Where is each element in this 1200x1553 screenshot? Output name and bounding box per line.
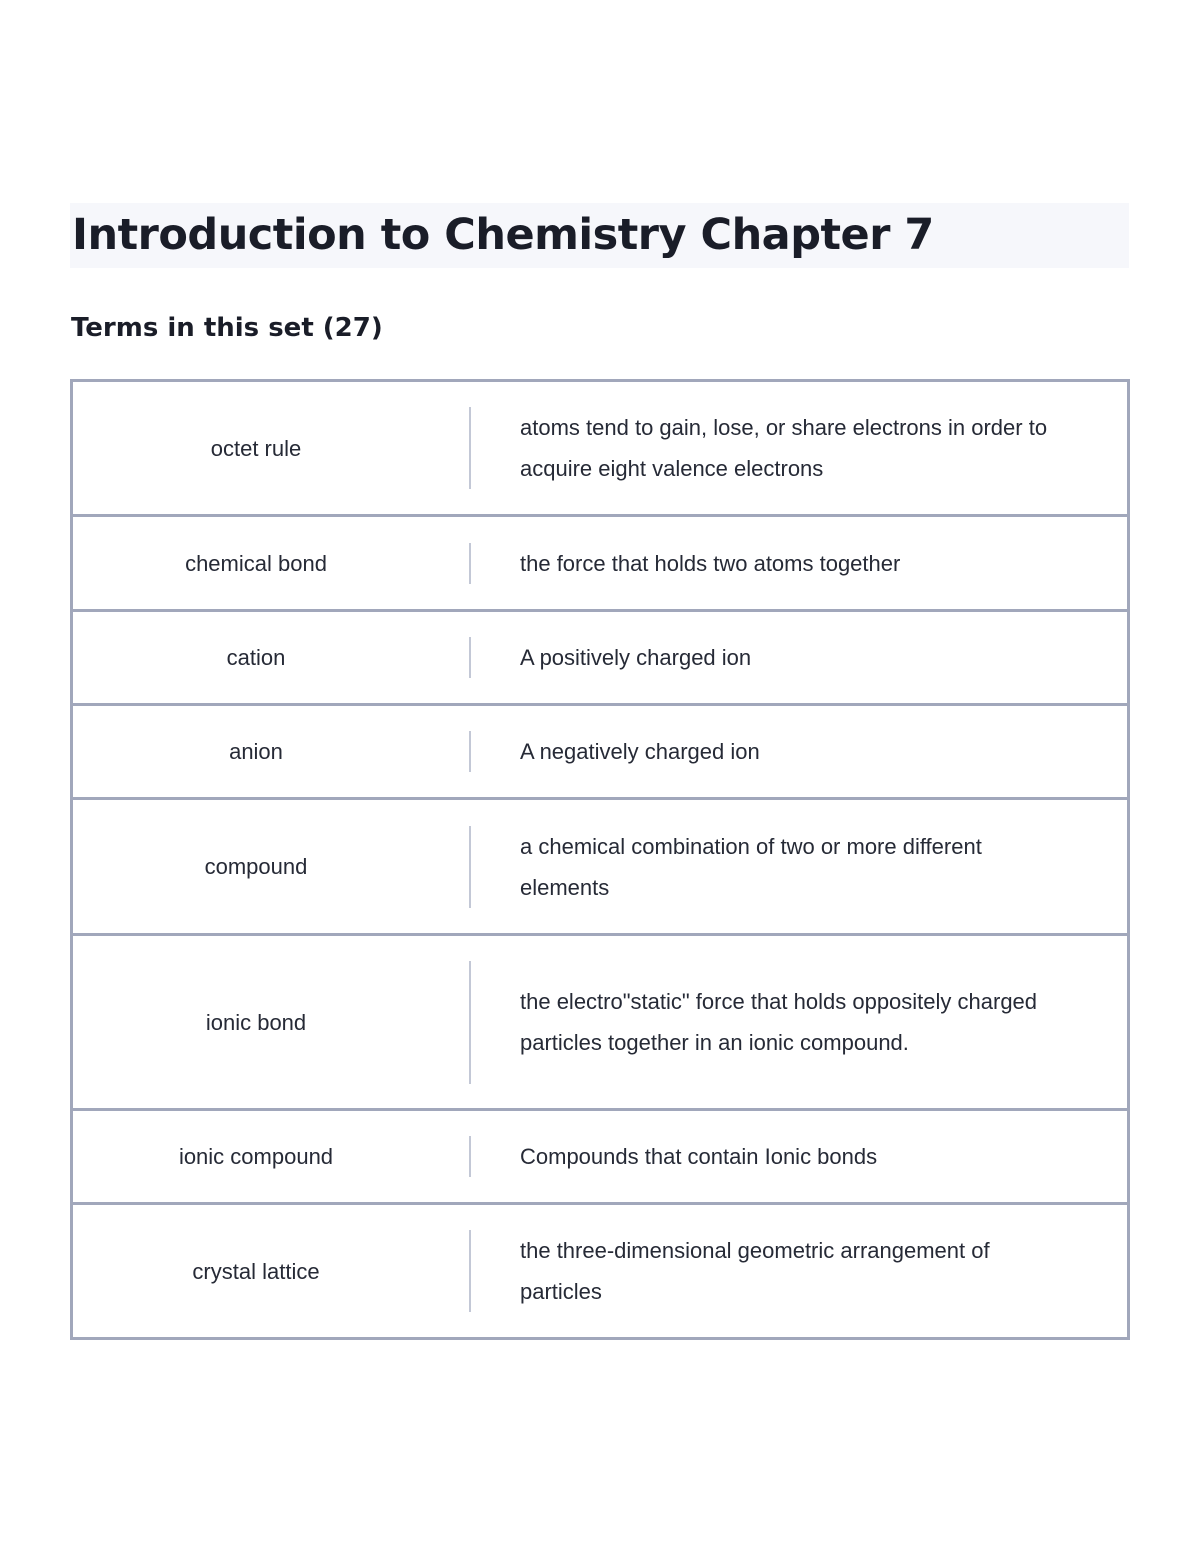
terms-count-heading: Terms in this set (27): [71, 313, 383, 343]
term-row: [73, 800, 1127, 936]
row-divider: [469, 826, 471, 908]
term-text: ionic compound: [178, 1144, 334, 1169]
definition-text: the electro"static" force that holds oppositely charged particles together in an ionic compound.: [520, 989, 1038, 1055]
term-row: [73, 1205, 1127, 1340]
term-text: chemical bond: [185, 550, 327, 576]
row-divider: [469, 637, 471, 678]
definition-text: the three-dimensional geometric arrangement of particles: [520, 1238, 990, 1304]
term-row: [73, 382, 1127, 517]
term-text: ionic bond: [205, 1009, 307, 1035]
definition-text: the force that holds two atoms together: [520, 550, 901, 576]
term-text: crystal lattice: [192, 1258, 320, 1284]
title-banner: [70, 203, 1129, 268]
page-title: Introduction to Chemistry Chapter 7: [72, 210, 934, 260]
terms-table: [70, 379, 1130, 1340]
term-text: anion: [229, 739, 283, 764]
row-divider: [469, 543, 471, 584]
term-text: octet rule: [210, 435, 302, 461]
term-row: [73, 517, 1127, 612]
definition-text: A negatively charged ion: [520, 739, 760, 764]
row-divider: [469, 961, 471, 1084]
definition-text: a chemical combination of two or more different elements: [520, 833, 982, 900]
term-text: compound: [204, 854, 308, 879]
row-divider: [469, 1230, 471, 1312]
definition-text: Compounds that contain Ionic bonds: [520, 1144, 878, 1169]
term-row: [73, 706, 1127, 800]
row-divider: [469, 731, 471, 772]
definition-text: A positively charged ion: [520, 645, 752, 670]
definition-text: atoms tend to gain, lose, or share electrons in order to acquire eight valence electrons: [520, 415, 1048, 481]
term-row: [73, 612, 1127, 706]
row-divider: [469, 407, 471, 489]
term-row: [73, 936, 1127, 1111]
term-text: cation: [226, 645, 286, 670]
term-row: [73, 1111, 1127, 1205]
row-divider: [469, 1136, 471, 1177]
